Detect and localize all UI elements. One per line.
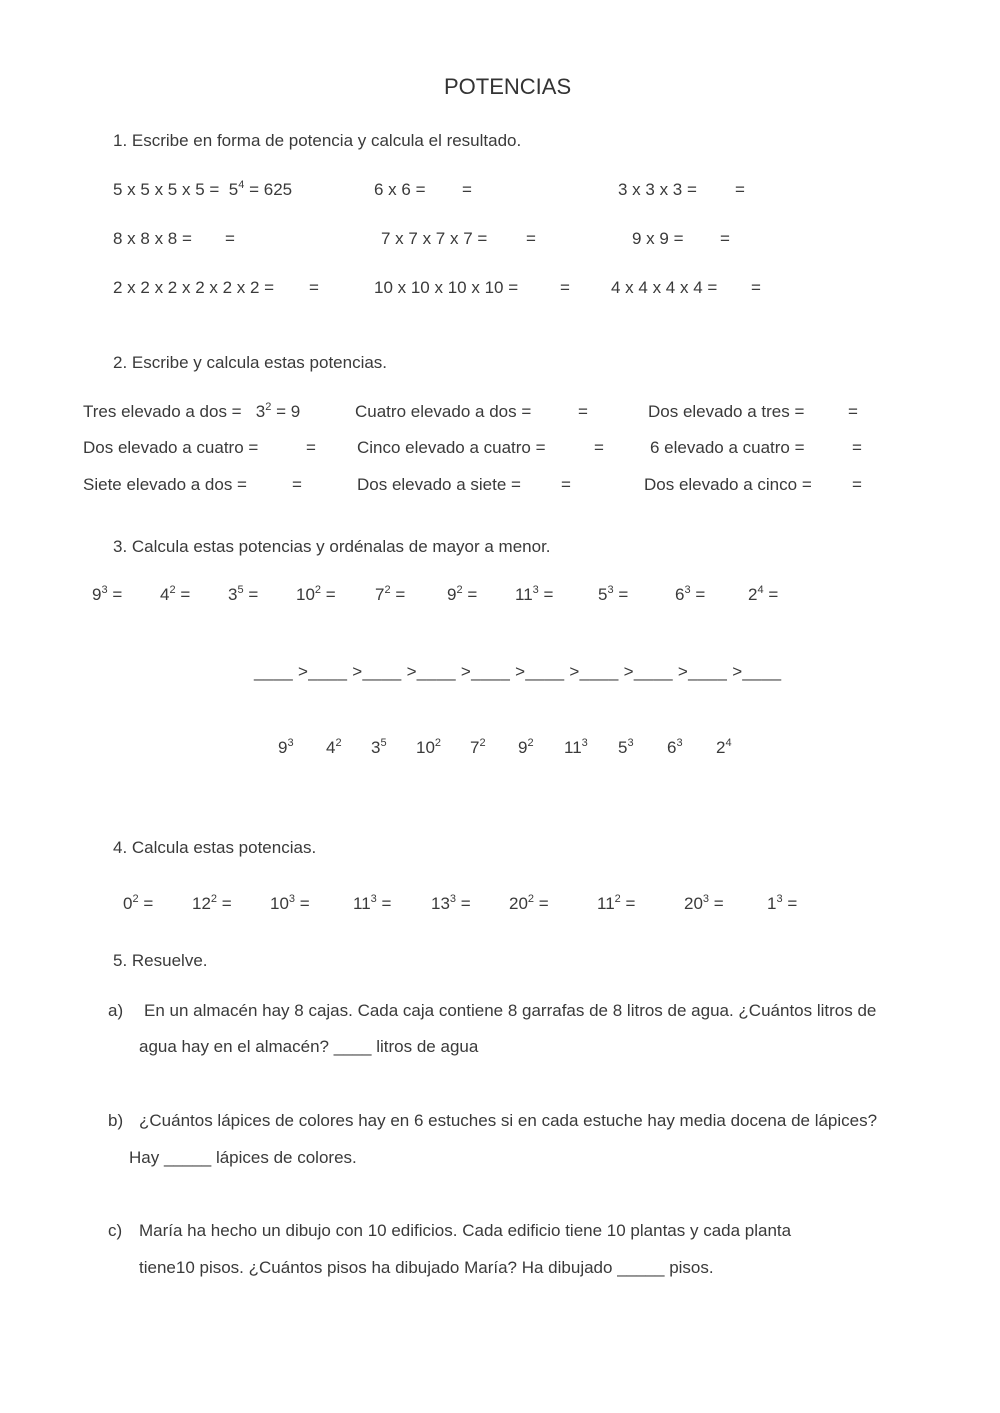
q3-reference-power bbox=[416, 738, 441, 758]
q4-heading: 4. Calcula estas potencias. bbox=[113, 838, 317, 857]
q5-heading: 5. Resuelve. bbox=[113, 951, 208, 970]
q4-power bbox=[123, 894, 153, 914]
q3-power bbox=[748, 585, 778, 605]
q3-ref-base: 2 bbox=[716, 738, 726, 757]
q3-power bbox=[675, 585, 705, 605]
q3-ref-base: 4 bbox=[326, 738, 336, 757]
q3-reference-power bbox=[278, 738, 294, 758]
q3-reference-power bbox=[716, 738, 732, 758]
q5-c-line1: María ha hecho un dibujo con 10 edificios. Cada edificio tiene 10 plantas y cada planta bbox=[139, 1221, 792, 1240]
q3-base: 9 bbox=[92, 585, 102, 604]
q5-c-label: c) bbox=[108, 1221, 123, 1240]
q4-equals: = bbox=[456, 894, 471, 913]
q1-item bbox=[113, 180, 292, 200]
q1-equals: = bbox=[751, 278, 761, 297]
q2-equals: = bbox=[578, 402, 588, 421]
q1-answer-result: = 625 bbox=[244, 180, 293, 199]
q3-equals: = bbox=[538, 585, 554, 604]
q1-heading: 1. Escribe en forma de potencia y calcula el resultado. bbox=[113, 131, 522, 150]
q4-power bbox=[509, 894, 549, 914]
q4-equals: = bbox=[709, 894, 724, 913]
q3-exp: 5 bbox=[237, 584, 244, 596]
q3-equals: = bbox=[243, 585, 259, 604]
q3-equals: = bbox=[107, 585, 123, 604]
q3-exp: 3 bbox=[684, 584, 691, 596]
q3-exp: 2 bbox=[456, 584, 463, 596]
q4-base: 11 bbox=[353, 894, 371, 913]
q1-answer-base: 5 bbox=[228, 180, 239, 199]
q3-ref-exp: 2 bbox=[479, 737, 486, 749]
q4-power bbox=[270, 894, 310, 914]
q3-exp: 4 bbox=[757, 584, 764, 596]
q2-example bbox=[83, 402, 300, 422]
q4-power bbox=[684, 894, 724, 914]
q3-equals: = bbox=[462, 585, 478, 604]
q3-power bbox=[447, 585, 477, 605]
q4-equals: = bbox=[295, 894, 310, 913]
q4-exp: 2 bbox=[210, 893, 218, 905]
q3-ref-exp: 2 bbox=[335, 737, 342, 749]
q1-item: 3 x 3 x 3 = bbox=[618, 180, 697, 199]
q4-equals: = bbox=[782, 894, 798, 913]
q3-ref-exp: 2 bbox=[527, 737, 534, 749]
q4-base: 12 bbox=[192, 894, 211, 913]
q4-base: 20 bbox=[684, 894, 703, 913]
q3-reference-power bbox=[371, 738, 387, 758]
q3-power bbox=[160, 585, 190, 605]
q2-example-text: Tres elevado a dos = bbox=[83, 402, 242, 421]
q4-exp: 3 bbox=[702, 893, 710, 905]
q5-c-line2[interactable]: tiene10 pisos. ¿Cuántos pisos ha dibujado María? Ha dibujado _____ pisos. bbox=[139, 1258, 714, 1277]
q4-exp: 3 bbox=[288, 893, 296, 905]
q3-ref-base: 5 bbox=[618, 738, 628, 757]
q2-item: Dos elevado a cuatro = bbox=[83, 438, 259, 457]
q5-a-label: a) bbox=[108, 1001, 124, 1020]
q3-power bbox=[296, 585, 336, 605]
q2-item: Dos elevado a siete = bbox=[357, 475, 521, 494]
q1-item: 9 x 9 = bbox=[632, 229, 684, 248]
q3-equals: = bbox=[690, 585, 706, 604]
q3-equals: = bbox=[763, 585, 779, 604]
q3-equals: = bbox=[390, 585, 406, 604]
q3-reference-power bbox=[667, 738, 683, 758]
q3-ref-exp: 3 bbox=[676, 737, 683, 749]
q3-ref-exp: 2 bbox=[434, 737, 442, 749]
q4-exp: 2 bbox=[132, 893, 139, 905]
q3-base: 5 bbox=[598, 585, 608, 604]
q3-ref-base: 10 bbox=[416, 738, 435, 757]
q3-ref-exp: 5 bbox=[380, 737, 387, 749]
q4-base: 11 bbox=[597, 894, 615, 913]
q2-item: Cuatro elevado a dos = bbox=[355, 402, 532, 421]
q3-ref-exp: 3 bbox=[287, 737, 294, 749]
q4-equals: = bbox=[534, 894, 549, 913]
q2-equals: = bbox=[292, 475, 302, 494]
q5-b-label: b) bbox=[108, 1111, 124, 1130]
q3-ref-base: 6 bbox=[667, 738, 677, 757]
q3-base: 4 bbox=[160, 585, 170, 604]
q4-base: 10 bbox=[270, 894, 289, 913]
q1-item: 6 x 6 = bbox=[374, 180, 426, 199]
q2-item: Dos elevado a cinco = bbox=[644, 475, 812, 494]
q3-ref-base: 9 bbox=[518, 738, 528, 757]
q4-power bbox=[431, 894, 471, 914]
q3-base: 6 bbox=[675, 585, 685, 604]
q4-base: 1 bbox=[767, 894, 777, 913]
q5-b-line2[interactable]: Hay _____ lápices de colores. bbox=[129, 1148, 357, 1167]
q4-equals: = bbox=[138, 894, 154, 913]
q3-order-line[interactable]: ____ >____ >____ >____ >____ >____ >____ >____ >____ >____ bbox=[254, 662, 782, 681]
q4-exp: 2 bbox=[614, 893, 621, 905]
q3-exp: 2 bbox=[169, 584, 176, 596]
q2-equals: = bbox=[848, 402, 858, 421]
q3-base: 3 bbox=[228, 585, 238, 604]
page-title: POTENCIAS bbox=[444, 74, 572, 99]
q3-ref-base: 9 bbox=[278, 738, 288, 757]
q3-exp: 3 bbox=[532, 584, 539, 596]
q3-power bbox=[92, 585, 122, 605]
q3-base: 11 bbox=[515, 585, 533, 604]
q3-power bbox=[375, 585, 405, 605]
q1-answer-exp: 4 bbox=[238, 179, 245, 191]
q3-power bbox=[598, 585, 628, 605]
q1-equals: = bbox=[560, 278, 570, 297]
q2-item: 6 elevado a cuatro = bbox=[650, 438, 805, 457]
q2-equals: = bbox=[594, 438, 604, 457]
q3-equals: = bbox=[321, 585, 336, 604]
q4-power bbox=[597, 894, 635, 914]
q1-equals: = bbox=[720, 229, 730, 248]
q1-equals: = bbox=[735, 180, 745, 199]
q1-item: 4 x 4 x 4 x 4 = bbox=[611, 278, 718, 297]
q4-base: 13 bbox=[431, 894, 450, 913]
q1-equals: = bbox=[309, 278, 319, 297]
q4-power bbox=[353, 894, 391, 914]
q5-a-line2[interactable]: agua hay en el almacén? ____ litros de agua bbox=[139, 1037, 479, 1056]
q4-base: 20 bbox=[509, 894, 528, 913]
q4-equals: = bbox=[217, 894, 232, 913]
q1-equals: = bbox=[225, 229, 235, 248]
q2-item: Siete elevado a dos = bbox=[83, 475, 247, 494]
q4-power bbox=[192, 894, 232, 914]
q1-item: 2 x 2 x 2 x 2 x 2 x 2 = bbox=[113, 278, 275, 297]
q3-exp: 3 bbox=[607, 584, 614, 596]
q3-base: 2 bbox=[748, 585, 758, 604]
q3-ref-exp: 3 bbox=[581, 737, 588, 749]
q2-item: Dos elevado a tres = bbox=[648, 402, 805, 421]
q3-heading: 3. Calcula estas potencias y ordénalas de mayor a menor. bbox=[113, 537, 551, 556]
q2-equals: = bbox=[852, 438, 862, 457]
q3-reference-power bbox=[326, 738, 342, 758]
q1-item: 10 x 10 x 10 x 10 = bbox=[374, 278, 519, 297]
q2-heading: 2. Escribe y calcula estas potencias. bbox=[113, 353, 388, 372]
q3-base: 10 bbox=[296, 585, 315, 604]
q3-base: 7 bbox=[375, 585, 385, 604]
q4-equals: = bbox=[620, 894, 636, 913]
q3-reference-power bbox=[618, 738, 634, 758]
q4-exp: 2 bbox=[527, 893, 535, 905]
q4-equals: = bbox=[376, 894, 392, 913]
q2-example-exp: 2 bbox=[265, 401, 272, 413]
q2-equals: = bbox=[561, 475, 571, 494]
q3-exp: 3 bbox=[101, 584, 108, 596]
q2-equals: = bbox=[852, 475, 862, 494]
q1-equals: = bbox=[526, 229, 536, 248]
q3-ref-exp: 4 bbox=[725, 737, 732, 749]
q3-exp: 2 bbox=[314, 584, 322, 596]
q3-exp: 2 bbox=[384, 584, 391, 596]
q3-ref-base: 7 bbox=[470, 738, 480, 757]
q1-item: 8 x 8 x 8 = bbox=[113, 229, 192, 248]
q2-example-result: = 9 bbox=[271, 402, 301, 421]
q4-power bbox=[767, 894, 797, 914]
q2-equals: = bbox=[306, 438, 316, 457]
q3-reference-power bbox=[564, 738, 588, 758]
q3-base: 9 bbox=[447, 585, 457, 604]
q2-example-base: 3 bbox=[255, 402, 266, 421]
q3-ref-base: 11 bbox=[564, 738, 582, 757]
q1-equals: = bbox=[462, 180, 472, 199]
q4-exp: 3 bbox=[449, 893, 457, 905]
q3-power bbox=[228, 585, 258, 605]
q3-equals: = bbox=[175, 585, 191, 604]
q3-ref-base: 3 bbox=[371, 738, 381, 757]
q5-b-line1: ¿Cuántos lápices de colores hay en 6 estuches si en cada estuche hay media docena de lápices? bbox=[139, 1111, 878, 1130]
q3-equals: = bbox=[613, 585, 629, 604]
q2-item: Cinco elevado a cuatro = bbox=[357, 438, 546, 457]
q4-exp: 3 bbox=[776, 893, 783, 905]
q3-power bbox=[515, 585, 553, 605]
q4-base: 0 bbox=[123, 894, 133, 913]
q4-exp: 3 bbox=[370, 893, 377, 905]
q5-a-line1: En un almacén hay 8 cajas. Cada caja contiene 8 garrafas de 8 litros de agua. ¿Cuántos litros de bbox=[144, 1001, 877, 1020]
q1-expression: 5 x 5 x 5 x 5 = bbox=[113, 180, 220, 199]
q1-item: 7 x 7 x 7 x 7 = bbox=[381, 229, 488, 248]
q3-reference-power bbox=[518, 738, 534, 758]
q3-ref-exp: 3 bbox=[627, 737, 634, 749]
q3-reference-power bbox=[470, 738, 486, 758]
